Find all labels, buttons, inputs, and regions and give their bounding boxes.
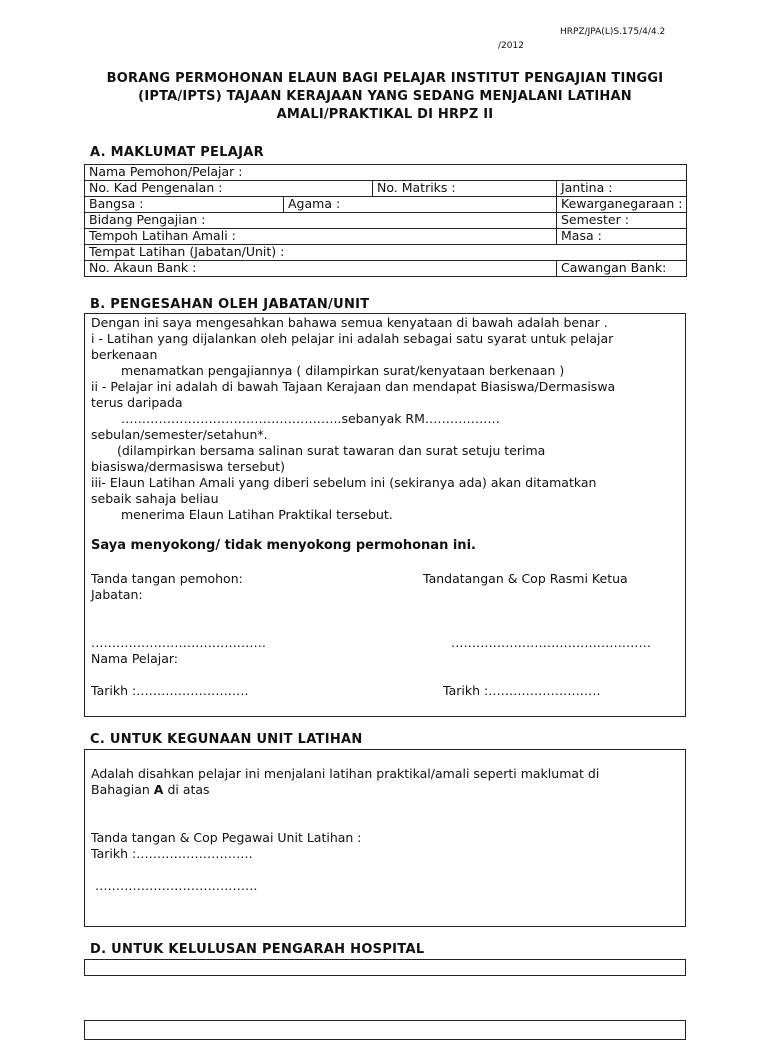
training-date-field[interactable]: Tarikh :………………………. bbox=[91, 846, 253, 861]
field-nama-pemohon[interactable]: Nama Pemohon/Pelajar : bbox=[85, 165, 687, 181]
field-tempat-latihan[interactable]: Tempat Latihan (Jabatan/Unit) : bbox=[85, 245, 687, 261]
support-statement: Saya menyokong/ tidak menyokong permohonan ini. bbox=[91, 538, 476, 553]
section-b-line: Dengan ini saya mengesahkan bahawa semua kenyataan di bawah adalah benar . bbox=[91, 315, 608, 330]
section-c-heading: C. UNTUK KEGUNAAN UNIT LATIHAN bbox=[90, 732, 363, 747]
field-no-matriks[interactable]: No. Matriks : bbox=[373, 181, 557, 197]
section-c-line bbox=[91, 782, 210, 798]
applicant-date-field[interactable]: Tarikh :……………………… bbox=[91, 683, 249, 698]
section-b-box bbox=[84, 313, 686, 717]
section-b-line: biasiswa/dermasiswa tersebut) bbox=[91, 459, 285, 474]
training-officer-signature-label: Tanda tangan & Cop Pegawai Unit Latihan : bbox=[91, 830, 362, 845]
section-c-text: di atas bbox=[163, 782, 210, 797]
section-d-box[interactable] bbox=[84, 959, 686, 976]
section-b-line: sebaik sahaja beliau bbox=[91, 491, 219, 506]
section-b-line: menerima Elaun Latihan Praktikal tersebut. bbox=[121, 507, 393, 522]
head-signature-line[interactable]: ………………………………………… bbox=[451, 635, 651, 650]
field-semester[interactable]: Semester : bbox=[557, 213, 687, 229]
table-row bbox=[85, 165, 687, 181]
student-name-label: Nama Pelajar: bbox=[91, 651, 178, 666]
form-title bbox=[60, 70, 710, 124]
section-d-heading: D. UNTUK KELULUSAN PENGARAH HOSPITAL bbox=[90, 942, 425, 957]
section-b-heading: B. PENGESAHAN OLEH JABATAN/UNIT bbox=[90, 297, 370, 312]
table-row bbox=[85, 197, 687, 213]
head-date-field[interactable]: Tarikh :……………………… bbox=[443, 683, 601, 698]
reference-year: /2012 bbox=[498, 41, 524, 51]
section-b-line: berkenaan bbox=[91, 347, 158, 362]
section-b-line: sebulan/semester/setahun*. bbox=[91, 427, 268, 442]
field-agama[interactable]: Agama : bbox=[284, 197, 557, 213]
title-line-2: (IPTA/IPTS) TAJAAN KERAJAAN YANG SEDANG MENJALANI LATIHAN bbox=[138, 89, 632, 104]
field-bangsa[interactable]: Bangsa : bbox=[85, 197, 284, 213]
title-line-3: AMALI/PRAKTIKAL DI HRPZ II bbox=[276, 107, 494, 122]
applicant-signature-label: Tanda tangan pemohon: bbox=[91, 571, 243, 586]
field-jantina[interactable]: Jantina : bbox=[557, 181, 687, 197]
section-c-box bbox=[84, 749, 686, 927]
section-b-line: ii - Pelajar ini adalah di bawah Tajaan Kerajaan dan mendapat Biasiswa/Dermasiswa bbox=[91, 379, 616, 394]
section-c-bold-ref: A bbox=[153, 782, 164, 797]
section-b-line: terus daripada bbox=[91, 395, 183, 410]
field-tempoh-latihan[interactable]: Tempoh Latihan Amali : bbox=[85, 229, 557, 245]
head-signature-label: Tandatangan & Cop Rasmi Ketua bbox=[423, 571, 628, 586]
field-no-akaun-bank[interactable]: No. Akaun Bank : bbox=[85, 261, 557, 277]
section-c-text: Bahagian bbox=[91, 782, 154, 797]
field-bidang-pengajian[interactable]: Bidang Pengajian : bbox=[85, 213, 557, 229]
section-b-line: i - Latihan yang dijalankan oleh pelajar ini adalah sebagai satu syarat untuk pelajar bbox=[91, 331, 614, 346]
applicant-signature-line[interactable]: …………………………………… bbox=[91, 635, 266, 650]
section-b-line: ……………………………………………..sebanyak RM……………… bbox=[121, 411, 500, 426]
table-row bbox=[85, 181, 687, 197]
title-line-1: BORANG PERMOHONAN ELAUN BAGI PELAJAR INSTITUT PENGAJIAN TINGGI bbox=[106, 71, 664, 86]
reference-number: HRPZ/JPA(L)S.175/4/4.2 bbox=[560, 27, 666, 37]
field-kad-pengenalan[interactable]: No. Kad Pengenalan : bbox=[85, 181, 373, 197]
section-a-heading: A. MAKLUMAT PELAJAR bbox=[90, 145, 264, 160]
field-kewarganegaraan[interactable]: Kewarganegaraan : bbox=[557, 197, 687, 213]
section-b-line: (dilampirkan bersama salinan surat tawaran dan surat setuju terima bbox=[117, 443, 546, 458]
table-row bbox=[85, 229, 687, 245]
student-info-table bbox=[84, 164, 687, 277]
section-d-next-box bbox=[84, 1020, 686, 1040]
field-masa[interactable]: Masa : bbox=[557, 229, 687, 245]
section-c-line: Adalah disahkan pelajar ini menjalani latihan praktikal/amali seperti maklumat di bbox=[91, 766, 600, 781]
section-b-line: iii- Elaun Latihan Amali yang diberi sebelum ini (sekiranya ada) akan ditamatkan bbox=[91, 475, 597, 490]
table-row bbox=[85, 261, 687, 277]
field-cawangan-bank[interactable]: Cawangan Bank: bbox=[557, 261, 687, 277]
training-signature-line[interactable]: ………………………………… bbox=[95, 878, 258, 893]
table-row bbox=[85, 245, 687, 261]
section-b-line: menamatkan pengajiannya ( dilampirkan surat/kenyataan berkenaan ) bbox=[121, 363, 565, 378]
head-signature-label-cont: Jabatan: bbox=[91, 587, 143, 602]
table-row bbox=[85, 213, 687, 229]
